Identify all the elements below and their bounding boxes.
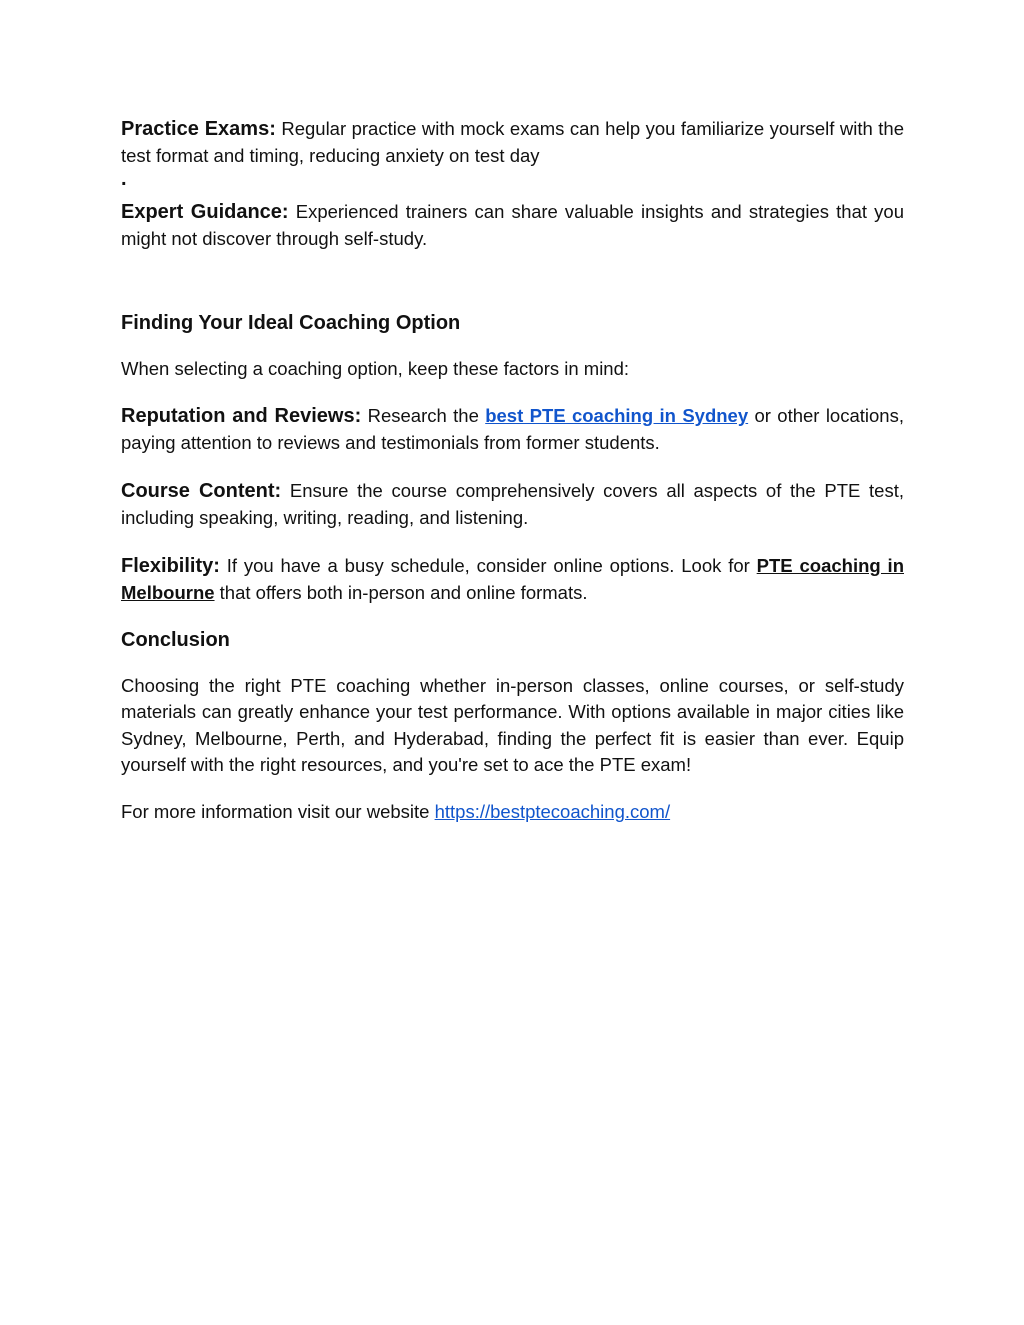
reputation-text-after: or other locations, paying attention to reviews and testimonials from former students. xyxy=(121,404,904,453)
course-content-lead: Course Content: xyxy=(121,480,282,503)
sydney-coaching-link[interactable]: best PTE coaching in Sydney xyxy=(485,404,749,426)
expert-guidance-paragraph xyxy=(121,199,904,252)
footer-text: For more information visit our website xyxy=(121,800,435,822)
conclusion-heading: Conclusion xyxy=(121,628,230,651)
footer-paragraph xyxy=(121,799,904,826)
expert-guidance-text: Experienced trainers can share valuable insights and strategies that you might not discover through self-study. xyxy=(121,201,904,249)
flexibility-text-after: that offers both in-person and online formats. xyxy=(214,581,588,603)
reputation-lead: Reputation and Reviews: xyxy=(121,404,362,427)
stray-dot: . xyxy=(121,168,127,191)
section-heading: Finding Your Ideal Coaching Option xyxy=(121,312,461,335)
reputation-text-before: Research the xyxy=(361,404,486,426)
course-content-text: Ensure the course comprehensively covers all aspects of the PTE test, including speaking, writing, reading, and listening. xyxy=(121,480,904,528)
intro-text: When selecting a coaching option, keep these factors in mind: xyxy=(121,358,630,380)
course-content-paragraph xyxy=(121,478,904,531)
conclusion-text: Choosing the right PTE coaching whether in-person classes, online courses, or self-study materials can greatly enhance your test performance. With options available in major cities like Sydney, Melbourne, Perth, and Hyderabad, finding the perfect fit is easier than ever. Equip yourself with the right resources, and you're set to ace the PTE exam! xyxy=(121,674,904,776)
practice-exams-text: Regular practice with mock exams can help you familiarize yourself with the test format and timing, reducing anxiety on test day xyxy=(121,118,904,166)
reputation-paragraph xyxy=(121,403,904,456)
flexibility-text-before: If you have a busy schedule, consider online options. Look for xyxy=(219,555,757,577)
flexibility-paragraph xyxy=(121,553,904,606)
flexibility-lead: Flexibility: xyxy=(121,555,220,578)
melbourne-coaching-link[interactable]: PTE coaching in Melbourne xyxy=(121,555,904,603)
website-link[interactable]: https://bestptecoaching.com/ xyxy=(434,800,671,822)
expert-guidance-lead: Expert Guidance: xyxy=(121,201,289,224)
document-body xyxy=(121,116,904,826)
practice-exams-paragraph xyxy=(121,116,904,169)
practice-exams-lead: Practice Exams: xyxy=(121,118,276,140)
